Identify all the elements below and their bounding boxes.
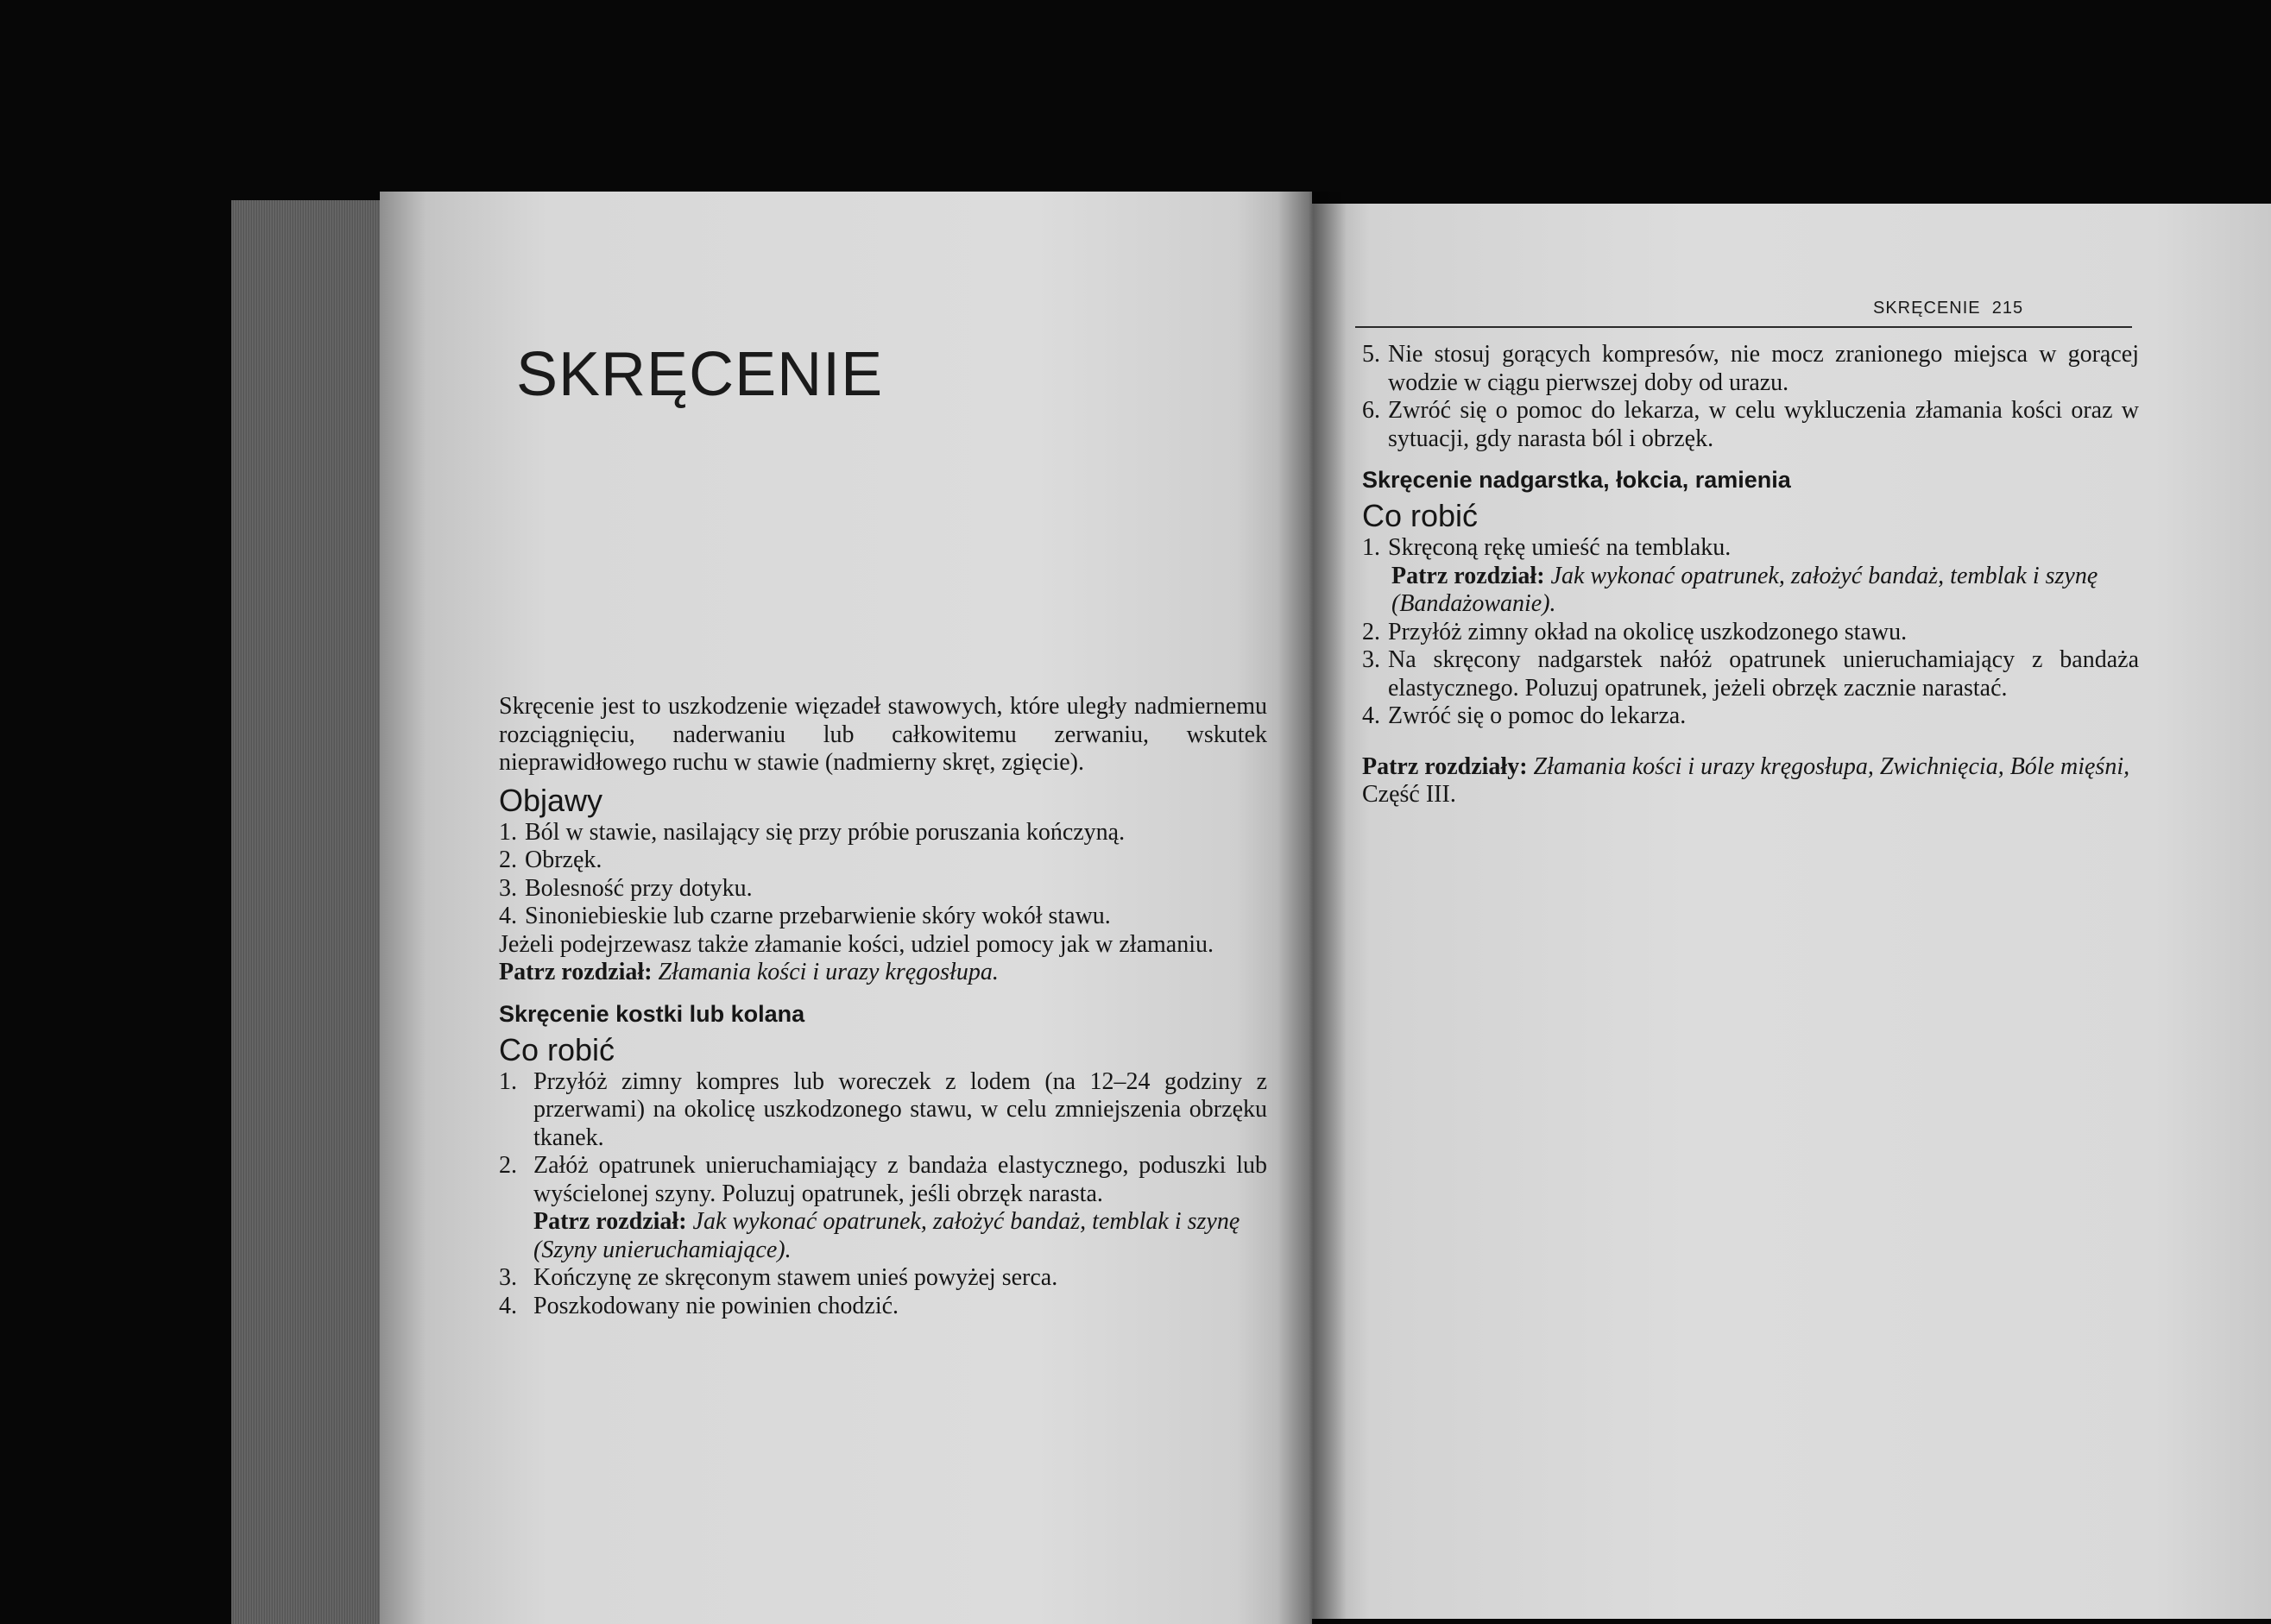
section-heading-ankle: Skręcenie kostki lub kolana: [499, 1000, 805, 1027]
suspect-fracture-note: Jeżeli podejrzewasz także złamanie kości, udziel pomocy jak w złamaniu.: [499, 930, 1214, 958]
spacer: [1362, 731, 2139, 753]
wrist-steps-list: [1362, 619, 2139, 731]
chapter-title: SKRĘCENIE: [516, 340, 884, 409]
list-item: 3. Bolesność przy dotyku.: [499, 874, 753, 902]
list-item: 4. Poszkodowany nie powinien chodzić.: [499, 1292, 899, 1319]
list-item: 3. Na skręcony nadgarstek nałóż opatrunek unieruchamiający z bandaża elastycznego. Poluzuj opatrunek, jeżeli obrzęk zacznie narastać.: [1362, 646, 2139, 702]
page-edges: [231, 200, 383, 1624]
ankle-steps-list: [499, 1068, 1267, 1209]
list-item: 4. Sinoniebieskie lub czarne przebarwienie skóry wokół stawu.: [499, 903, 1111, 929]
intro-paragraph: Skręcenie jest to uszkodzenie więzadeł stawowych, które uległy nadmiernemu rozciągnięciu, naderwaniu lub całkowitemu zerwaniu, wskutek nieprawidłowego ruchu w stawie (nadmierny skręt, zgięcie).: [499, 693, 1267, 776]
running-head: [1873, 299, 2023, 318]
symptoms-heading: Objawy: [499, 782, 603, 818]
book-gutter: [1277, 192, 1347, 1624]
right-page-text: [1362, 341, 2139, 809]
list-item: 1. Ból w stawie, nasilający się przy próbie poruszania kończyną.: [499, 818, 1126, 846]
list-item: 1. Skręconą rękę umieść na temblaku.: [1362, 534, 1732, 561]
page-number: 215: [1991, 299, 2024, 318]
list-item: 2. Załóż opatrunek unieruchamiający z bandaża elastycznego, poduszki lub wyścielonej szyny. Poluzuj opatrunek, jeśli obrzęk narasta.: [499, 1152, 1267, 1207]
left-page-text: [499, 693, 1267, 1320]
cross-reference: Patrz rozdział: Złamania kości i urazy kręgosłupa.: [499, 959, 999, 985]
ankle-steps-list-continued: [499, 1264, 1267, 1320]
what-to-do-heading: Co robić: [499, 1031, 615, 1067]
list-item: 2. Obrzęk.: [499, 847, 602, 873]
list-item: 6. Zwróć się o pomoc do lekarza, w celu wykluczenia złamania kości oraz w sytuacji, gdy narasta ból i obrzęk.: [1362, 397, 2139, 452]
header-rule: [1355, 326, 2132, 328]
steps-continued-list: [1362, 341, 2139, 453]
cross-reference-final: Patrz rozdziały: Złamania kości i urazy kręgosłupa, Zwichnięcia, Bóle mięśni, Część III.: [1362, 752, 2130, 808]
list-item: 2. Przyłóż zimny okład na okolicę uszkodzonego stawu.: [1362, 618, 1908, 645]
section-heading-wrist: Skręcenie nadgarstka, łokcia, ramienia: [1362, 467, 1791, 493]
cross-reference: Patrz rozdział: Jak wykonać opatrunek, założyć bandaż, temblak i szynę (Bandażowanie).: [1391, 562, 2098, 617]
what-to-do-heading: Co robić: [1362, 498, 1479, 533]
list-item: 1. Przyłóż zimny kompres lub woreczek z lodem (na 12–24 godziny z przerwami) na okolicę uszkodzonego stawu, w celu zmniejszenia obrzęku tkanek.: [499, 1067, 1267, 1151]
list-item: 5. Nie stosuj gorących kompresów, nie mocz zranionego miejsca w gorącej wodzie w ciągu pierwszej doby od urazu.: [1362, 341, 2139, 396]
cross-reference: Patrz rozdział: Jak wykonać opatrunek, założyć bandaż, temblak i szynę (Szyny unieruchamiające).: [533, 1208, 1240, 1263]
list-item: 4. Zwróć się o pomoc do lekarza.: [1362, 702, 1687, 729]
symptoms-list: [499, 819, 1267, 931]
running-head-title: SKRĘCENIE: [1873, 299, 1981, 318]
list-item: 3. Kończynę ze skręconym stawem unieś powyżej serca.: [499, 1264, 1058, 1291]
